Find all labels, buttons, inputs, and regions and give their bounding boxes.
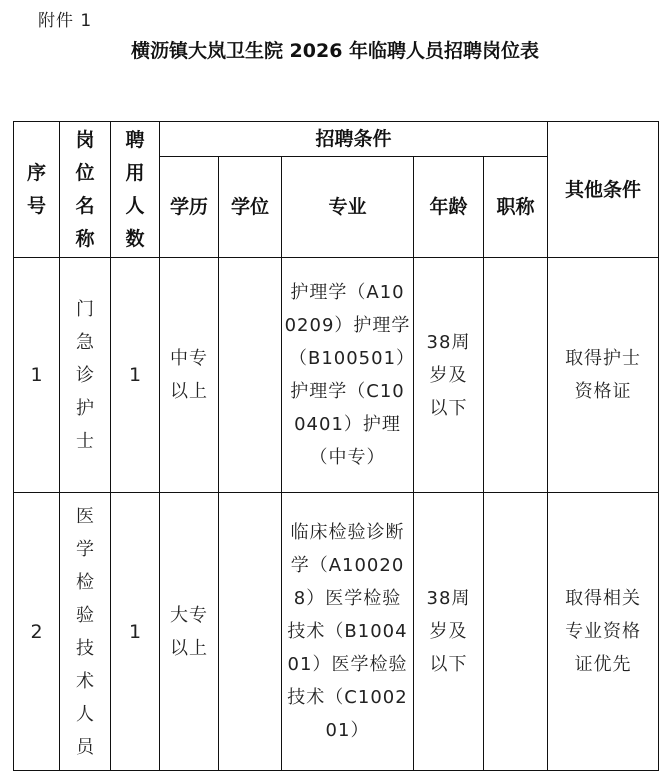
row-title xyxy=(484,258,548,493)
row-degree xyxy=(219,493,282,771)
header-title: 职称 xyxy=(484,157,548,258)
row-position: 门急诊护士 xyxy=(60,258,111,493)
table-row xyxy=(14,493,659,771)
attachment-label: 附件 1 xyxy=(38,11,93,31)
row-headcount: 1 xyxy=(111,258,160,493)
row-other: 取得护士资格证 xyxy=(548,258,659,493)
header-row-top xyxy=(14,122,659,157)
row-education: 大专以上 xyxy=(160,493,219,771)
row-seq: 1 xyxy=(14,258,60,493)
row-degree xyxy=(219,258,282,493)
header-degree: 学位 xyxy=(219,157,282,258)
row-major: 临床检验诊断学（A100208）医学检验技术（B100401）医学检验技术（C100201） xyxy=(282,493,414,771)
header-major: 专业 xyxy=(282,157,414,258)
row-other: 取得相关专业资格证优先 xyxy=(548,493,659,771)
row-seq: 2 xyxy=(14,493,60,771)
row-age: 38周岁及以下 xyxy=(414,258,484,493)
header-headcount: 聘用人数 xyxy=(111,122,160,258)
row-title xyxy=(484,493,548,771)
header-conditions-group: 招聘条件 xyxy=(160,122,548,157)
header-age: 年龄 xyxy=(414,157,484,258)
recruitment-table xyxy=(13,121,659,771)
row-position: 医学检验技术人员 xyxy=(60,493,111,771)
header-education: 学历 xyxy=(160,157,219,258)
table-row xyxy=(14,258,659,493)
header-seq: 序号 xyxy=(14,122,60,258)
row-education: 中专以上 xyxy=(160,258,219,493)
header-position: 岗位名称 xyxy=(60,122,111,258)
row-headcount: 1 xyxy=(111,493,160,771)
row-major: 护理学（A100209）护理学（B100501）护理学（C100401）护理（中专） xyxy=(282,258,414,493)
header-other: 其他条件 xyxy=(548,122,659,258)
page-title: 横沥镇大岚卫生院 2026 年临聘人员招聘岗位表 xyxy=(130,40,540,62)
row-age: 38周岁及以下 xyxy=(414,493,484,771)
